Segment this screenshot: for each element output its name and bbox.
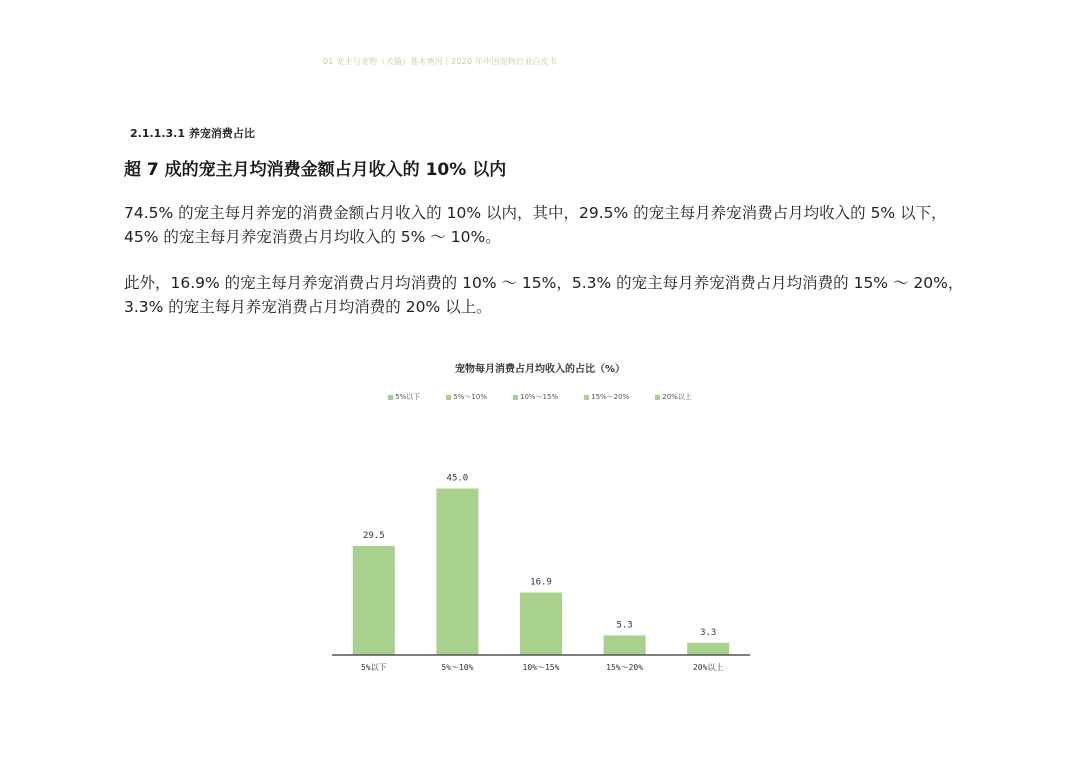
data-label: 29.5 — [362, 530, 385, 541]
x-tick-label: 5%以下 — [360, 663, 387, 672]
data-label: 5.3 — [616, 620, 633, 631]
bar-4 — [604, 635, 646, 655]
x-tick-label: 10%～15% — [522, 663, 560, 672]
legend-label: 5%以下 — [395, 393, 421, 401]
paragraph-1: 74.5% 的宠主每月养宠的消费金额占月收入的 10% 以内，其中，29.5% 的宠主每月养宠消费占月均收入的 5% 以下，45% 的宠主每月养宠消费占月均收入的 5% ～ 10%。 — [124, 204, 947, 246]
x-tick-label: 15%～20% — [606, 663, 644, 672]
chart-title: 宠物每月消费占月均收入的占比（%） — [454, 364, 626, 375]
bar-2 — [436, 489, 478, 656]
page-headline: 超 7 成的宠主月均消费金额占月收入的 10% 以内 — [124, 160, 507, 180]
chart-plot-area — [320, 352, 760, 692]
legend-label: 5%～10% — [453, 393, 487, 401]
legend-label: 15%～20% — [591, 393, 630, 401]
x-tick-label: 5%～10% — [441, 663, 474, 672]
paragraph-2: 此外，16.9% 的宠主每月养宠消费占月均消费的 10% ～ 15%，5.3% 的宠主每月养宠消费占月均消费的 15% ～ 20%，3.3% 的宠主每月养宠消费占月均消费的 20% 以上。 — [124, 274, 964, 316]
data-label: 45.0 — [446, 473, 469, 484]
data-label: 3.3 — [700, 627, 717, 638]
bar-3 — [520, 593, 562, 656]
data-label: 16.9 — [530, 577, 552, 588]
bar-1 — [353, 546, 395, 655]
legend-label: 10%～15% — [519, 393, 559, 401]
bar-5 — [687, 643, 729, 655]
bar-chart — [320, 352, 760, 692]
running-header: 01 宠主与宠物（犬猫）基本情况丨2020 年中国宠物行业白皮书 — [322, 57, 558, 66]
section-number: 2.1.1.3.1 养宠消费占比 — [130, 127, 255, 140]
x-tick-label: 20%以上 — [692, 663, 724, 672]
legend-label: 20%以上 — [662, 393, 692, 401]
